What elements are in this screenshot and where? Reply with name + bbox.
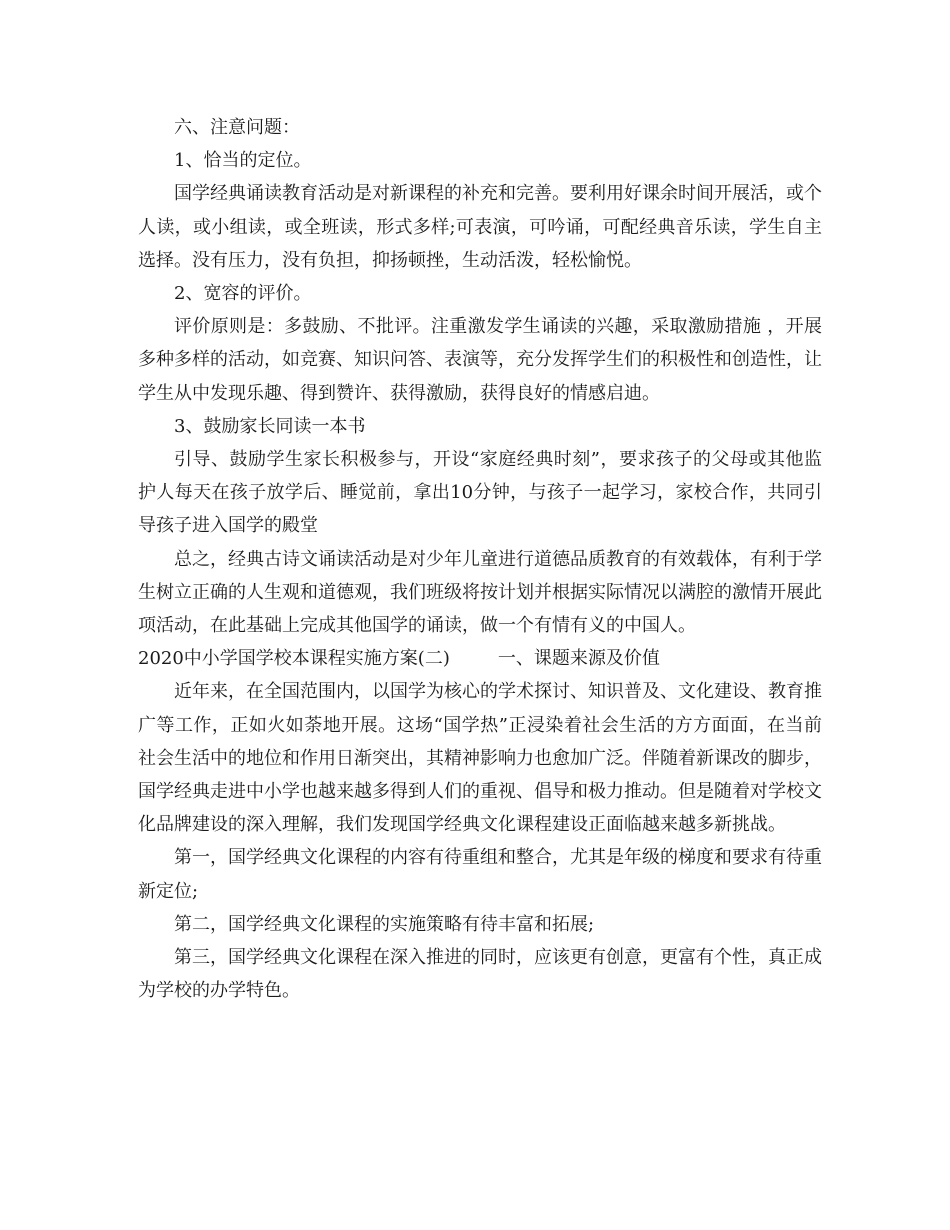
body-paragraph: 引导、鼓励学生家长积极参与，开设“家庭经典时刻”，要求孩子的父母或其他监护人每天在孩子放学后、睡觉前，拿出10分钟，与孩子一起学习，家校合作，共同引导孩子进入国学的殿堂 xyxy=(138,449,822,537)
item-heading: 3、鼓励家长同读一本书 xyxy=(174,415,366,437)
body-paragraph: 国学经典诵读教育活动是对新课程的补充和完善。要利用好课余时间开展活，或个人读，或小组读，或全班读，形式多样;可表演，可吟诵，可配经典音乐读，学生自主选择。没有压力，没有负担，抑扬顿挫，生动活泼，轻松愉悦。 xyxy=(138,183,822,271)
body-paragraph: 近年来，在全国范围内，以国学为核心的学术探讨、知识普及、文化建设、教育推广等工作，正如火如荼地开展。这场“国学热”正浸染着社会生活的方方面面，在当前社会生活中的地位和作用日渐突出，其精神影响力也愈加广泛。伴随着新课改的脚步，国学经典走进中小学也越来越多得到人们的重视、倡导和极力推动。但是随着对学校文化品牌建设的深入理解，我们发现国学经典文化课程建设正面临越来越多新挑战。 xyxy=(138,681,822,836)
body-paragraph: 第二，国学经典文化课程的实施策略有待丰富和拓展; xyxy=(174,913,595,935)
section-heading: 一、课题来源及价值 xyxy=(497,648,660,670)
body-paragraph: 评价原则是：多鼓励、不批评。注重激发学生诵读的兴趣，采取激励措施 ，开展多种多样的活动，如竞赛、知识问答、表演等，充分发挥学生们的积极性和创造性，让学生从中发现乐趣、得到赞许、获得激励，获得良好的情感启迪。 xyxy=(138,316,822,404)
plan-title-line xyxy=(138,642,822,675)
document-body xyxy=(138,111,822,1007)
plan-title: 2020中小学国学校本课程实施方案(二) xyxy=(138,648,450,670)
item-heading: 1、恰当的定位。 xyxy=(174,150,312,172)
body-paragraph: 第三，国学经典文化课程在深入推进的同时，应该更有创意，更富有个性，真正成为学校的办学特色。 xyxy=(138,947,822,1002)
item-heading: 2、宽容的评价。 xyxy=(174,283,312,305)
body-paragraph: 第一，国学经典文化课程的内容有待重组和整合，尤其是年级的梯度和要求有待重新定位; xyxy=(138,847,822,902)
summary-paragraph: 总之，经典古诗文诵读活动是对少年儿童进行道德品质教育的有效载体，有利于学生树立正确的人生观和道德观，我们班级将按计划并根据实际情况以满腔的激情开展此项活动，在此基础上完成其他国学的诵读，做一个有情有义的中国人。 xyxy=(138,548,822,637)
section-heading: 六、注意问题： xyxy=(174,117,300,138)
